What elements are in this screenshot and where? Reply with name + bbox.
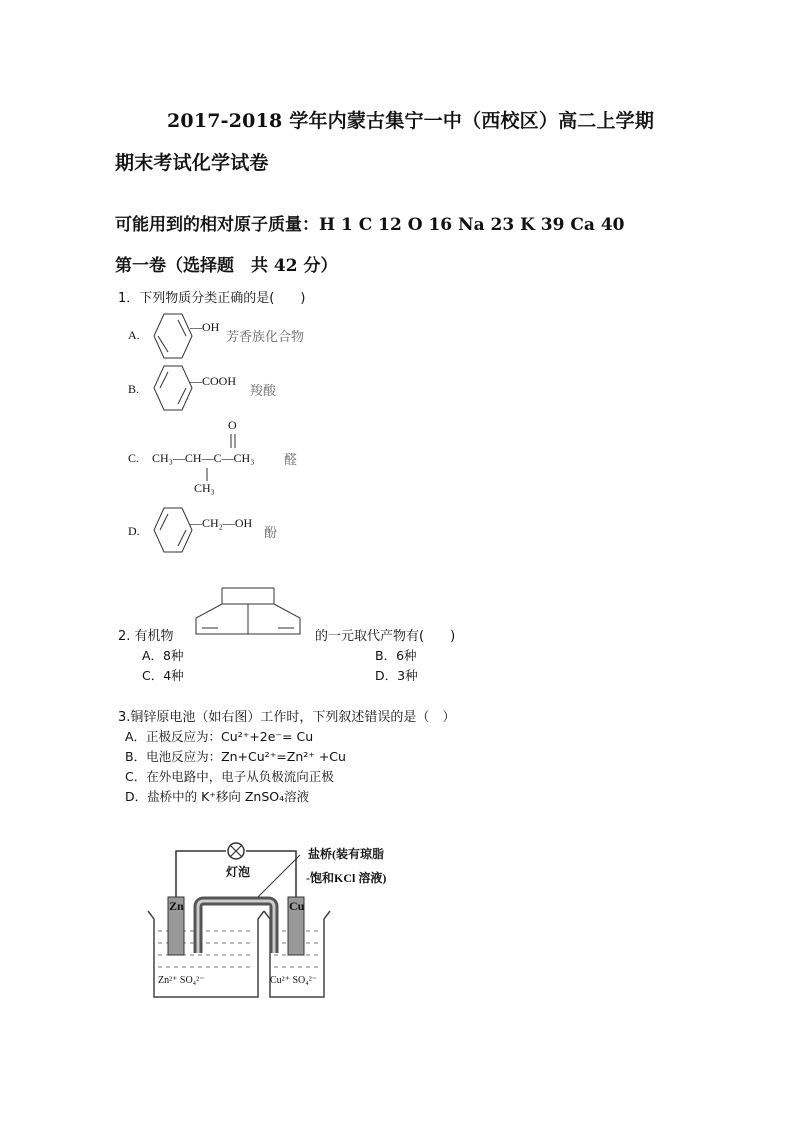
q2-stem-pre: 2. 有机物	[118, 629, 174, 644]
q3-option-b: B．电池反应为：Zn+Cu²⁺=Zn²⁺ +Cu	[125, 749, 346, 764]
salt-bridge-label-2: -饱和KCl 溶液)	[306, 871, 387, 885]
q3-option-d: D．盐桥中的 K⁺移向 ZnSO₄溶液	[125, 789, 310, 804]
atomic-masses: 可能用到的相对原子质量：H 1 C 12 O 16 Na 23 K 39 Ca 40	[115, 215, 625, 235]
page-subtitle: 期末考试化学试卷	[115, 152, 269, 174]
q2-option-d: D．3种	[375, 668, 418, 683]
q1-option-c-class: 醛	[284, 453, 298, 468]
q2-option-a: A．8种	[142, 648, 184, 663]
carbonyl-double-bond	[228, 434, 238, 450]
q1-option-a-formula: —OH	[190, 320, 220, 334]
q1-option-a	[128, 312, 358, 362]
q1-option-a-letter: A.	[128, 328, 140, 342]
q1-option-b-formula: —COOH	[190, 374, 237, 388]
q1-stem: 1．下列物质分类正确的是( )	[118, 291, 306, 306]
q1-option-d-formula: —CH₂—OH	[190, 516, 253, 530]
zn-electrode-label: Zn	[169, 899, 184, 913]
bulb-label: 灯泡	[226, 865, 251, 879]
right-ions-label: Cu²⁺ SO₄²⁻	[270, 975, 317, 986]
q3-option-c: C．在外电路中，电子从负极流向正极	[125, 769, 334, 784]
acenaphthene-structure	[192, 584, 304, 640]
left-ions-label: Zn²⁺ SO₄²⁻	[158, 975, 205, 986]
salt-bridge-label-1: 盐桥(装有琼脂	[308, 847, 384, 861]
q2-option-c: C．4种	[142, 668, 184, 683]
q1-option-c	[128, 418, 368, 498]
q3-option-a: A．正极反应为：Cu²⁺+2e⁻= Cu	[125, 729, 314, 744]
q1-option-d	[128, 506, 368, 556]
q2-stem-post: 的一元取代产物有( )	[315, 629, 456, 644]
section-heading: 第一卷（选择题 共 42 分）	[115, 256, 338, 276]
q1-option-c-letter: C.	[128, 451, 140, 465]
q1-option-b-letter: B.	[128, 382, 140, 396]
q1-option-d-letter: D.	[128, 524, 140, 538]
q1-option-c-formula: CH₃—CH—C—CH₃	[152, 451, 255, 465]
q1-option-b-class: 羧酸	[250, 384, 277, 399]
galvanic-cell-figure	[140, 835, 440, 1010]
q1-option-a-class: 芳香族化合物	[226, 330, 305, 345]
q1-option-c-oxygen: O	[228, 418, 237, 432]
q1-option-d-class: 酚	[264, 526, 278, 541]
q3-stem: 3.铜锌原电池（如右图）工作时，下列叙述错误的是（ ）	[118, 710, 456, 725]
cu-electrode-label: Cu	[289, 899, 305, 913]
q2-option-b: B．6种	[375, 648, 417, 663]
branch-bond	[204, 468, 210, 482]
q1-option-c-branch: CH₃	[194, 481, 215, 495]
q1-option-b	[128, 364, 358, 414]
page-title: 2017-2018 学年内蒙古集宁一中（西校区）高二上学期	[167, 110, 655, 132]
